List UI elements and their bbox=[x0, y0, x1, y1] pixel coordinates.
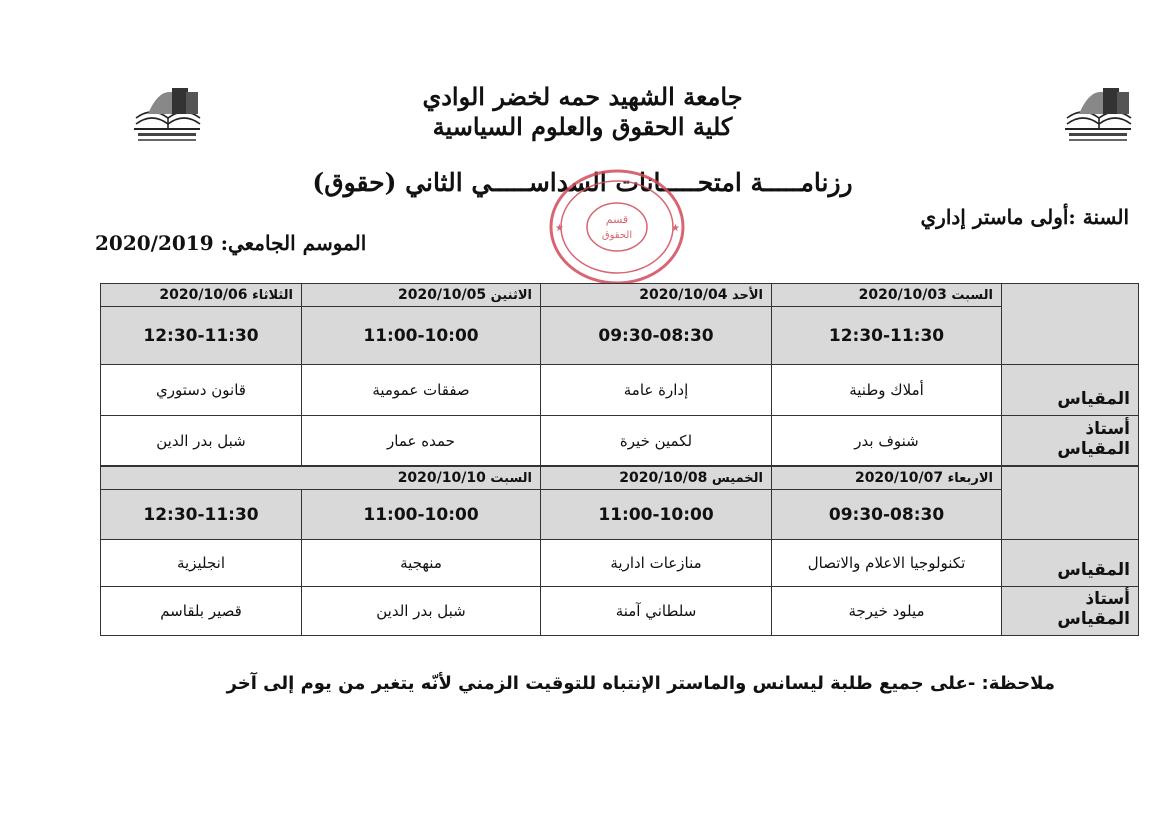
teacher-cell: حمده عمار bbox=[302, 416, 541, 466]
subject-cell: منازعات ادارية bbox=[541, 540, 772, 587]
schedule-table-week1 bbox=[100, 283, 1139, 466]
time-cell: 12:30-11:30 bbox=[772, 307, 1002, 365]
subject-label: المقياس bbox=[1002, 540, 1139, 587]
subject-cell: إدارة عامة bbox=[541, 365, 772, 416]
day-header-cell: الثلاثاء 2020/10/06 bbox=[101, 284, 302, 307]
teacher-cell: شبل بدر الدين bbox=[302, 587, 541, 636]
table-row bbox=[101, 416, 1139, 466]
time-cell: 09:30-08:30 bbox=[541, 307, 772, 365]
day-header-cell: السبت 2020/10/10 bbox=[101, 467, 541, 490]
table-row bbox=[101, 540, 1139, 587]
subject-cell: صفقات عمومية bbox=[302, 365, 541, 416]
teacher-cell: ميلود خيرجة bbox=[772, 587, 1002, 636]
university-name: جامعة الشهيد حمه لخضر الوادي bbox=[422, 82, 743, 111]
time-cell: 09:30-08:30 bbox=[772, 490, 1002, 540]
table-row bbox=[101, 365, 1139, 416]
teacher-label: أستاذ المقياس bbox=[1002, 587, 1139, 636]
department-stamp bbox=[545, 165, 690, 290]
corner-cell bbox=[1002, 284, 1139, 365]
time-cell: 12:30-11:30 bbox=[101, 490, 302, 540]
teacher-cell: لكمين خيرة bbox=[541, 416, 772, 466]
time-cell: 12:30-11:30 bbox=[101, 307, 302, 365]
day-header-cell: الخميس 2020/10/08 bbox=[541, 467, 772, 490]
svg-text:الحقوق: الحقوق bbox=[601, 230, 633, 241]
teacher-label: أستاذ المقياس bbox=[1002, 416, 1139, 466]
academic-season: الموسم الجامعي: 2020/2019 bbox=[95, 231, 367, 255]
faculty-name: كلية الحقوق والعلوم السياسية bbox=[432, 112, 733, 141]
svg-text:قسم: قسم bbox=[605, 213, 629, 226]
day-header-cell: الأحد 2020/10/04 bbox=[541, 284, 772, 307]
teacher-cell: شنوف بدر bbox=[772, 416, 1002, 466]
note-text: ملاحظة: -على جميع طلبة ليسانس والماستر الإنتباه للتوقيت الزمني لأنّه يتغير من يوم إلى آخر bbox=[226, 673, 1055, 694]
teacher-cell: سلطاني آمنة bbox=[541, 587, 772, 636]
day-header-cell: السبت 2020/10/03 bbox=[772, 284, 1002, 307]
day-header-cell: الاثنين 2020/10/05 bbox=[302, 284, 541, 307]
table-row bbox=[101, 307, 1139, 365]
subject-cell: منهجية bbox=[302, 540, 541, 587]
subject-cell: تكنولوجيا الاعلام والاتصال bbox=[772, 540, 1002, 587]
year-level: السنة :أولى ماستر إداري bbox=[920, 205, 1129, 229]
corner-cell bbox=[1002, 467, 1139, 540]
table-row bbox=[101, 284, 1139, 307]
table-row bbox=[101, 467, 1139, 490]
day-header-cell: الاربعاء 2020/10/07 bbox=[772, 467, 1002, 490]
subject-label: المقياس bbox=[1002, 365, 1139, 416]
teacher-cell: شبل بدر الدين bbox=[101, 416, 302, 466]
time-cell: 11:00-10:00 bbox=[302, 490, 541, 540]
subject-cell: أملاك وطنية bbox=[772, 365, 1002, 416]
time-cell: 11:00-10:00 bbox=[541, 490, 772, 540]
subject-cell: انجليزية bbox=[101, 540, 302, 587]
table-row bbox=[101, 490, 1139, 540]
schedule-table-week2 bbox=[100, 466, 1139, 636]
svg-text:★: ★ bbox=[671, 223, 680, 234]
table-row bbox=[101, 587, 1139, 636]
time-cell: 11:00-10:00 bbox=[302, 307, 541, 365]
svg-text:★: ★ bbox=[555, 223, 564, 234]
teacher-cell: قصير بلقاسم bbox=[101, 587, 302, 636]
page-title: رزنامـــــة امتحـــــانات السداســـــي الثاني (حقوق) bbox=[312, 168, 853, 197]
subject-cell: قانون دستوري bbox=[101, 365, 302, 416]
